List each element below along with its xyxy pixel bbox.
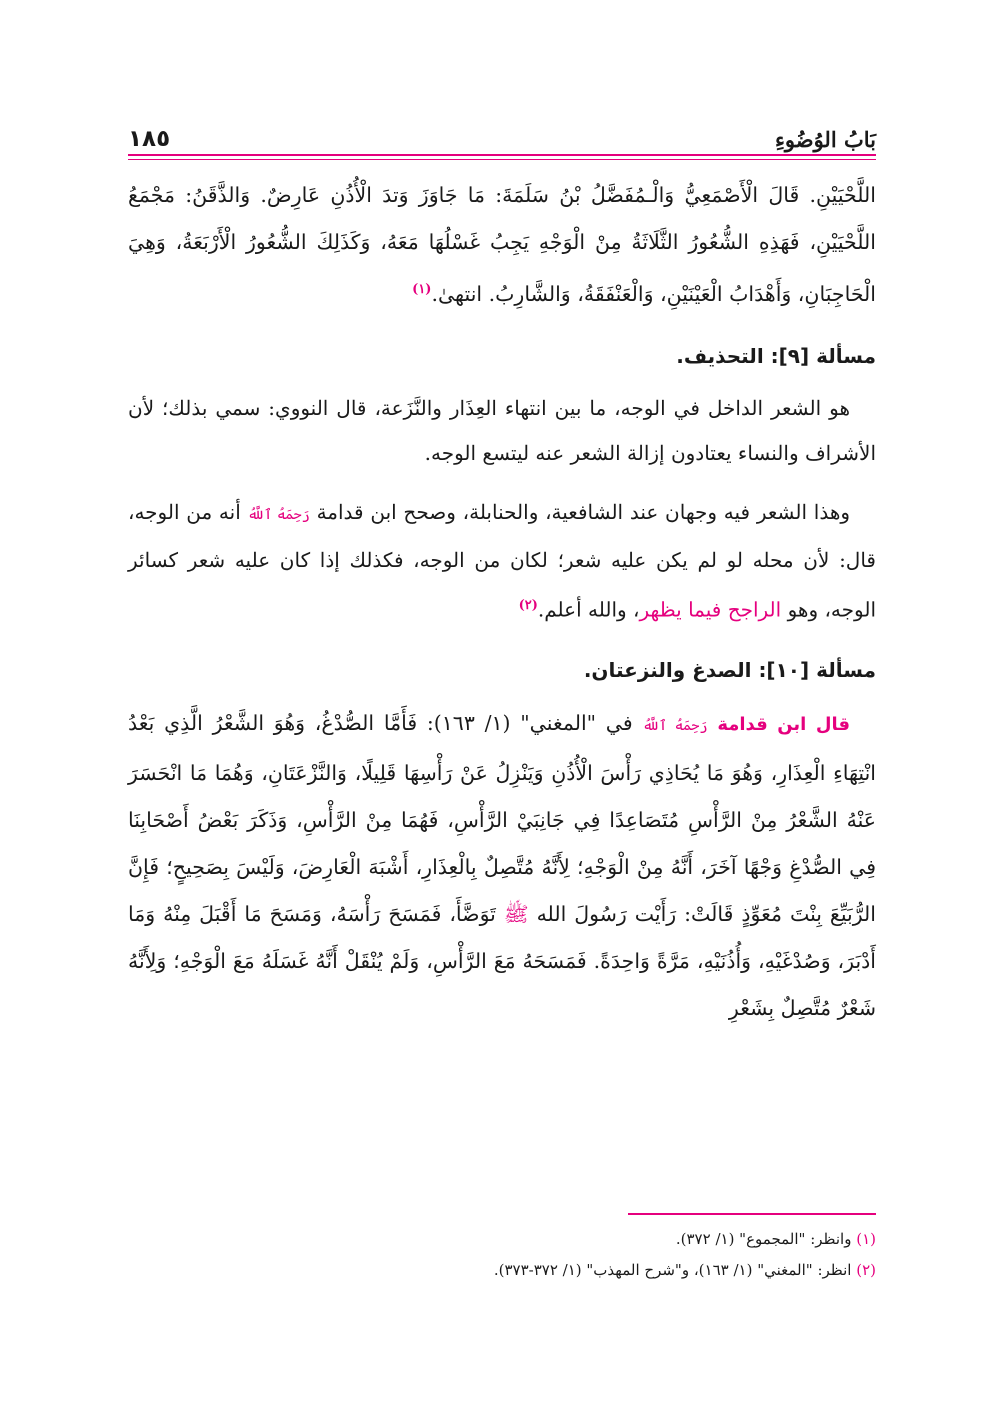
- footnote-ref-1[interactable]: (١): [412, 282, 432, 297]
- preferred-opinion: الراجح فيما يظهر: [639, 597, 782, 622]
- paragraph-3: [128, 490, 876, 633]
- section-10-label: مسألة [١٠]:: [758, 658, 876, 683]
- footnote-2: [128, 1255, 876, 1286]
- footnote-2-text: انظر: "المغني" (١/ ١٦٣)، و"شرح المهذب" (١/ ٣٧٢-٣٧٣).: [493, 1261, 852, 1279]
- section-9-label: مسألة [٩]:: [770, 343, 876, 368]
- section-heading-9: [128, 336, 876, 376]
- paragraph-2: [128, 386, 876, 476]
- honorific-mark: رَحِمَهُ ٱللَّهُ: [247, 506, 310, 523]
- paragraph-3-text-a: وهذا الشعر فيه وجهان عند الشافعية، والحنابلة، وصحح ابن قدامة: [316, 499, 851, 524]
- footnote-1-text: وانظر: "المجموع" (١/ ٣٧٢).: [675, 1230, 852, 1248]
- quote-source-lead: قال ابن قدامة: [717, 714, 850, 736]
- footnote-1-number: (١): [856, 1230, 876, 1248]
- page-header: [128, 112, 876, 152]
- paragraph-3-text-b: أنه من الوجه، قال: لأن محله لو لم يكن عليه شعر؛ لكان من الوجه، فكذلك إذا كان عليه شعر كسائر الوجه، وهو: [128, 499, 876, 622]
- page-number: ١٨٥: [128, 126, 171, 152]
- header-rule-thin: [128, 159, 876, 160]
- section-9-title: التحذيف.: [676, 343, 764, 368]
- paragraph-4-text-a: في "المغني" (١/ ١٦٣): فَأَمَّا الصُّدْغُ، وَهُوَ الشَّعْرُ الَّذِي بَعْدُ انْتِهَاءِ الْعِذَارِ، وَهُوَ مَا يُحَاذِي رَأْسَ الْأُذُنِ وَيَنْزِلُ عَنْ رَأْسِهَا قَلِيلًا، وَالنَّزْعَتَانِ، وَهُمَا مَا انْحَسَرَ عَنْهُ الشَّعْرُ مِنْ الرَّأْسِ مُتَصَاعِدًا فِي جَانِبَيْ الرَّأْسِ، فَهُمَا مِنْ الرَّأْسِ، وَذَكَرَ بَعْضُ أَصْحَابِنَا فِي الصُّدْغِ وَجْهًا آخَرَ، أَنَّهُ مِنْ الْوَجْهِ؛ لِأَنَّهُ مُتَّصِلٌ بِالْعِذَارِ، أَشْبَهَ الْعَارِضَ، وَلَيْسَ بِصَحِيحٍ؛ فَإِنَّ الرُّبَيِّعَ بِنْتَ مُعَوِّذٍ قَالَتْ: رَأَيْت رَسُولَ الله: [128, 711, 876, 927]
- salawat-mark: ﷺ: [503, 902, 529, 927]
- header-rule-thick: [128, 154, 876, 156]
- section-10-title: الصدغ والنزعتان.: [583, 658, 752, 683]
- paragraph-1: [128, 172, 876, 318]
- chapter-title: بَابُ الوُضُوءِ: [775, 127, 876, 152]
- footnote-1: [128, 1224, 876, 1255]
- paragraph-4: [128, 700, 876, 1032]
- footnote-2-number: (٢): [856, 1261, 876, 1279]
- honorific-mark-2: رَحِمَهُ ٱللَّهُ: [642, 718, 708, 735]
- footnote-separator: [628, 1213, 876, 1215]
- paragraph-1-text: اللَّحْيَيْنِ. قَالَ الْأَصْمَعِيُّ وَالْـمُفَضَّلُ بْنُ سَلَمَةَ: مَا جَاوَزَ وَتدَ الْأُذُنِ عَارِضٌ. وَالذَّقَنُ: مَجْمَعُ اللَّحْيَيْنِ، فَهَذِهِ الشُّعُورُ الثَّلَاثَةُ مِنْ الْوَجْهِ يَجِبُ غَسْلُهَا مَعَهُ، وَكَذَلِكَ الشُّعُورُ الْأَرْبَعَةُ، وَهِيَ الْحَاجِبَانِ، وَأَهْدَابُ الْعَيْنَيْنِ، وَالْعَنْفَقَةُ، وَالشَّارِبُ. انتهىٰ.: [128, 183, 876, 306]
- section-heading-10: [128, 650, 876, 690]
- paragraph-3-text-c: ، والله أعلم.: [537, 597, 640, 622]
- main-text: [128, 172, 876, 1032]
- paragraph-2-text: هو الشعر الداخل في الوجه، ما بين انتهاء العِذَار والنَّزَعة، قال النووي: سمي بذلك؛ لأن الأشراف والنساء يعتادون إزالة الشعر عنه ليتسع الوجه.: [128, 395, 876, 465]
- footnote-ref-2[interactable]: (٢): [518, 597, 538, 613]
- paragraph-4-text-b: تَوَضَّأَ، فَمَسَحَ رَأْسَهُ، وَمَسَحَ مَا أَقْبَلَ مِنْهُ وَمَا أَدْبَرَ، وَصُدْغَيْهِ، وَأُذُنَيْهِ، مَرَّةً وَاحِدَةً. فَمَسَحَهُ مَعَ الرَّأْسِ، وَلَمْ يُنْقَلْ أَنَّهُ غَسَلَهُ مَعَ الْوَجْهِ؛ وَلِأَنَّهُ شَعْرٌ مُتَّصِلٌ بِشَعْرِ: [128, 902, 876, 1021]
- footnotes: [128, 1224, 876, 1286]
